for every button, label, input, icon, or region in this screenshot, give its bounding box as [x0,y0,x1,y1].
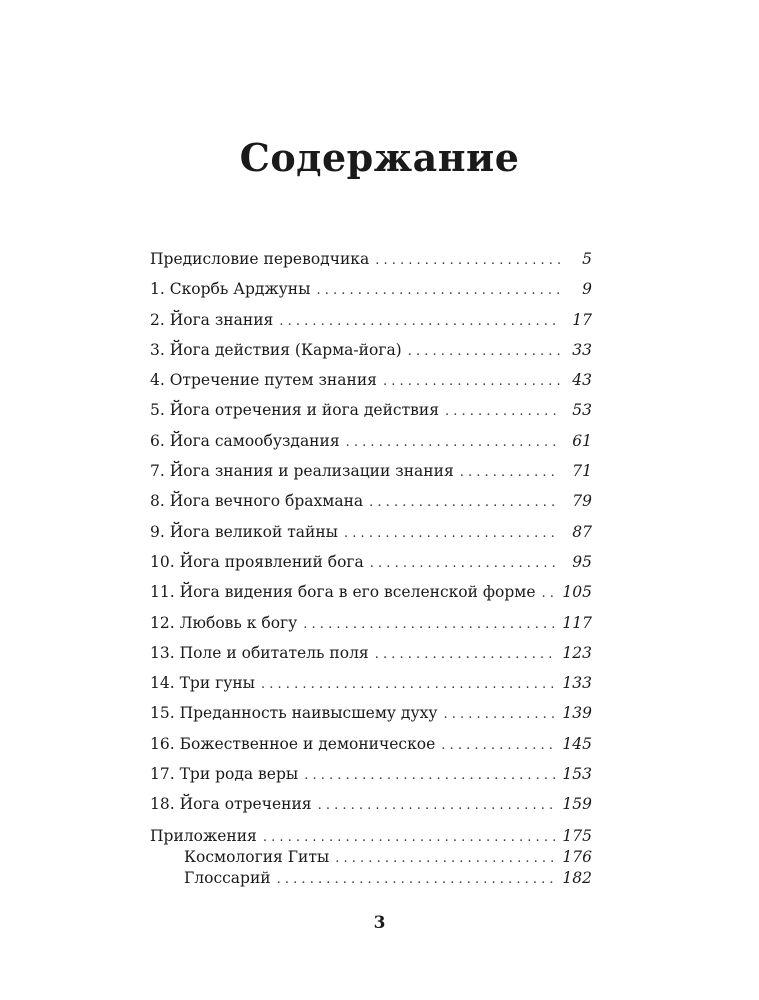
toc-entry-page: 87 [572,522,592,541]
leader-dots [375,246,560,276]
toc-entry-label: 3. Йога действия (Карма-йога) [150,340,402,359]
toc-entry-chapter-13[interactable] [150,638,592,668]
toc-entry-label: 6. Йога самообуздания [150,431,340,450]
table-of-contents [150,244,592,889]
leader-dots [375,640,557,670]
toc-entry-label: 8. Йога вечного брахмана [150,492,364,511]
toc-entry-page: 33 [572,340,592,359]
toc-entry-chapter-15[interactable] [150,698,592,728]
toc-entry-page: 182 [562,868,592,887]
leader-dots [408,337,560,367]
toc-entry-page: 9 [582,280,592,299]
leader-dots [445,397,560,427]
toc-entry-page: 176 [562,847,592,866]
toc-entry-label: 17. Три рода веры [150,765,299,784]
toc-entry-page: 159 [562,795,592,814]
leader-dots [263,827,557,848]
toc-entry-chapter-17[interactable] [150,759,592,789]
leader-dots [370,549,560,579]
leader-dots [542,579,557,609]
toc-entry-appendix[interactable] [150,826,592,847]
toc-entry-label: 5. Йога отречения и йога действия [150,401,439,420]
leader-dots [383,367,560,397]
leader-dots [441,731,556,761]
toc-entry-label: 1. Скорбь Арджуны [150,280,311,299]
toc-entry-page: 175 [562,826,592,845]
toc-entry-chapter-18[interactable] [150,789,592,819]
leader-dots [346,428,560,458]
toc-entry-label: 15. Преданность наивысшему духу [150,704,438,723]
toc-entry-chapter-14[interactable] [150,668,592,698]
toc-entry-chapter-16[interactable] [150,729,592,759]
toc-entry-label: 10. Йога проявлений бога [150,552,364,571]
toc-entry-chapter-5[interactable] [150,395,592,425]
toc-entry-label: Глоссарий [184,868,271,887]
toc-entry-page: 105 [562,583,592,602]
leader-dots [279,307,560,337]
toc-entry-chapter-3[interactable] [150,335,592,365]
toc-entry-label: 14. Три гуны [150,674,256,693]
toc-entry-label: 9. Йога великой тайны [150,522,339,541]
toc-entry-label: 2. Йога знания [150,310,274,329]
toc-entry-page: 117 [562,613,592,632]
toc-entry-label: 13. Поле и обитатель поля [150,643,369,662]
leader-dots [316,276,560,306]
toc-entry-chapter-6[interactable] [150,426,592,456]
toc-entry-label: Приложения [150,826,257,845]
leader-dots [335,848,556,869]
toc-entry-page: 17 [572,310,592,329]
page-number: 3 [373,913,386,933]
toc-entry-page: 43 [572,371,592,390]
toc-entry-chapter-8[interactable] [150,486,592,516]
toc-entry-page: 61 [572,431,592,450]
toc-entry-chapter-12[interactable] [150,608,592,638]
leader-dots [369,488,560,518]
toc-entry-label: Предисловие переводчика [150,250,370,268]
toc-entry-page: 133 [562,674,592,693]
toc-entry-page: 5 [582,250,592,268]
toc-entry-chapter-4[interactable] [150,365,592,395]
toc-entry-page: 95 [572,552,592,571]
leader-dots [443,700,556,730]
toc-entry-chapter-2[interactable] [150,305,592,335]
page-title: Содержание [239,135,520,180]
toc-entry-label: 7. Йога знания и реализации знания [150,462,454,481]
toc-entry-page: 71 [572,462,592,481]
toc-entry-label: 16. Божественное и демоническое [150,734,436,753]
toc-entry-appendix-cosmology[interactable] [150,847,592,868]
toc-entry-label: Космология Гиты [184,847,330,866]
toc-entry-label: 4. Отречение путем знания [150,371,377,390]
toc-entry-chapter-1[interactable] [150,274,592,304]
toc-entry-label: 11. Йога видения бога в его вселенской форме [150,583,536,602]
leader-dots [277,869,557,890]
leader-dots [318,791,557,821]
leader-dots [344,519,560,549]
toc-entry-label: 12. Любовь к богу [150,613,298,632]
toc-entry-label: 18. Йога отречения [150,795,312,814]
toc-entry-chapter-11[interactable] [150,577,592,607]
toc-entry-chapter-10[interactable] [150,547,592,577]
leader-dots [303,610,556,640]
leader-dots [304,761,556,791]
toc-entry-page: 123 [562,643,592,662]
leader-dots [261,670,556,700]
toc-entry-preface[interactable] [150,244,592,274]
toc-entry-page: 53 [572,401,592,420]
toc-entry-chapter-9[interactable] [150,517,592,547]
toc-entry-page: 153 [562,765,592,784]
leader-dots [460,458,560,488]
toc-entry-page: 145 [562,734,592,753]
toc-entry-page: 139 [562,704,592,723]
toc-entry-chapter-7[interactable] [150,456,592,486]
toc-entry-appendix-glossary[interactable] [150,868,592,889]
toc-entry-page: 79 [572,492,592,511]
